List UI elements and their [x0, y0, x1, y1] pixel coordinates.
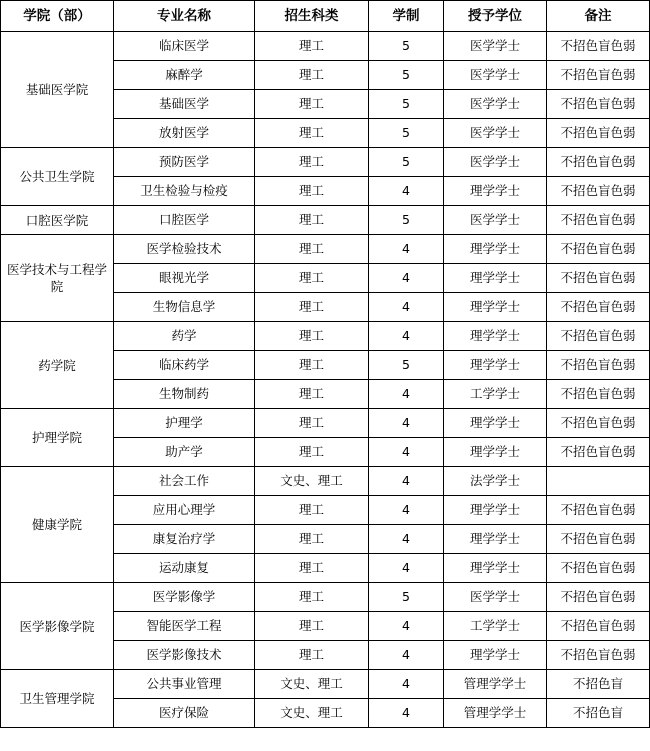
header-row	[1, 1, 650, 32]
degree: 理学学士	[444, 409, 547, 438]
subject-category: 理工	[255, 438, 369, 467]
subject-category: 理工	[255, 177, 369, 206]
table-row	[1, 235, 650, 264]
remarks: 不招色盲色弱	[547, 641, 650, 670]
table-row	[1, 583, 650, 612]
remarks: 不招色盲色弱	[547, 612, 650, 641]
college-name: 基础医学院	[1, 32, 114, 148]
duration: 4	[369, 235, 444, 264]
major-name: 公共事业管理	[114, 670, 255, 699]
college-name: 医学技术与工程学院	[1, 235, 114, 322]
major-name: 护理学	[114, 409, 255, 438]
college-name: 护理学院	[1, 409, 114, 467]
subject-category: 理工	[255, 612, 369, 641]
remarks: 不招色盲色弱	[547, 293, 650, 322]
duration: 4	[369, 467, 444, 496]
degree: 理学学士	[444, 641, 547, 670]
degree: 医学学士	[444, 206, 547, 235]
subject-category: 理工	[255, 322, 369, 351]
remarks: 不招色盲色弱	[547, 496, 650, 525]
table-row	[1, 467, 650, 496]
remarks: 不招色盲	[547, 699, 650, 728]
table-row	[1, 148, 650, 177]
major-name: 预防医学	[114, 148, 255, 177]
major-name: 生物信息学	[114, 293, 255, 322]
degree: 工学学士	[444, 612, 547, 641]
college-name: 医学影像学院	[1, 583, 114, 670]
duration: 4	[369, 699, 444, 728]
header-remarks: 备注	[547, 1, 650, 32]
degree: 理学学士	[444, 235, 547, 264]
remarks: 不招色盲色弱	[547, 206, 650, 235]
college-name: 健康学院	[1, 467, 114, 583]
degree: 医学学士	[444, 583, 547, 612]
table-row	[1, 206, 650, 235]
subject-category: 理工	[255, 583, 369, 612]
header-degree: 授予学位	[444, 1, 547, 32]
duration: 4	[369, 438, 444, 467]
subject-category: 理工	[255, 293, 369, 322]
duration: 4	[369, 264, 444, 293]
duration: 5	[369, 61, 444, 90]
degree: 理学学士	[444, 554, 547, 583]
degree: 法学学士	[444, 467, 547, 496]
duration: 4	[369, 670, 444, 699]
header-duration: 学制	[369, 1, 444, 32]
subject-category: 理工	[255, 235, 369, 264]
duration: 4	[369, 380, 444, 409]
duration: 5	[369, 351, 444, 380]
subject-category: 理工	[255, 380, 369, 409]
major-name: 放射医学	[114, 119, 255, 148]
duration: 4	[369, 554, 444, 583]
duration: 5	[369, 206, 444, 235]
duration: 4	[369, 612, 444, 641]
subject-category: 理工	[255, 409, 369, 438]
subject-category: 理工	[255, 351, 369, 380]
table-row	[1, 322, 650, 351]
remarks: 不招色盲色弱	[547, 264, 650, 293]
duration: 4	[369, 177, 444, 206]
duration: 4	[369, 322, 444, 351]
remarks: 不招色盲色弱	[547, 351, 650, 380]
header-subject-category: 招生科类	[255, 1, 369, 32]
degree: 医学学士	[444, 61, 547, 90]
major-name: 应用心理学	[114, 496, 255, 525]
degree: 理学学士	[444, 438, 547, 467]
degree: 理学学士	[444, 525, 547, 554]
major-name: 眼视光学	[114, 264, 255, 293]
duration: 4	[369, 525, 444, 554]
degree: 理学学士	[444, 264, 547, 293]
subject-category: 理工	[255, 554, 369, 583]
major-name: 智能医学工程	[114, 612, 255, 641]
table-body	[1, 32, 650, 728]
degree: 理学学士	[444, 293, 547, 322]
degree: 理学学士	[444, 496, 547, 525]
college-name: 药学院	[1, 322, 114, 409]
subject-category: 理工	[255, 496, 369, 525]
major-name: 药学	[114, 322, 255, 351]
table-row	[1, 32, 650, 61]
remarks: 不招色盲色弱	[547, 32, 650, 61]
subject-category: 文史、理工	[255, 699, 369, 728]
college-name: 口腔医学院	[1, 206, 114, 235]
subject-category: 理工	[255, 525, 369, 554]
major-name: 麻醉学	[114, 61, 255, 90]
major-name: 卫生检验与检疫	[114, 177, 255, 206]
major-name: 医疗保险	[114, 699, 255, 728]
duration: 5	[369, 119, 444, 148]
header-college: 学院（部）	[1, 1, 114, 32]
major-name: 医学影像技术	[114, 641, 255, 670]
table-row	[1, 670, 650, 699]
remarks: 不招色盲色弱	[547, 177, 650, 206]
degree: 理学学士	[444, 351, 547, 380]
subject-category: 理工	[255, 148, 369, 177]
duration: 4	[369, 496, 444, 525]
subject-category: 理工	[255, 61, 369, 90]
remarks: 不招色盲色弱	[547, 525, 650, 554]
subject-category: 理工	[255, 119, 369, 148]
major-name: 医学影像学	[114, 583, 255, 612]
remarks: 不招色盲色弱	[547, 583, 650, 612]
remarks: 不招色盲	[547, 670, 650, 699]
remarks: 不招色盲色弱	[547, 90, 650, 119]
remarks: 不招色盲色弱	[547, 119, 650, 148]
remarks: 不招色盲色弱	[547, 554, 650, 583]
degree: 理学学士	[444, 177, 547, 206]
duration: 5	[369, 32, 444, 61]
remarks: 不招色盲色弱	[547, 438, 650, 467]
table-row	[1, 409, 650, 438]
major-name: 康复治疗学	[114, 525, 255, 554]
major-name: 医学检验技术	[114, 235, 255, 264]
duration: 4	[369, 409, 444, 438]
remarks: 不招色盲色弱	[547, 322, 650, 351]
major-name: 社会工作	[114, 467, 255, 496]
major-name: 运动康复	[114, 554, 255, 583]
remarks: 不招色盲色弱	[547, 235, 650, 264]
subject-category: 理工	[255, 641, 369, 670]
duration: 4	[369, 293, 444, 322]
subject-category: 理工	[255, 264, 369, 293]
major-name: 助产学	[114, 438, 255, 467]
subject-category: 理工	[255, 206, 369, 235]
subject-category: 文史、理工	[255, 670, 369, 699]
duration: 4	[369, 641, 444, 670]
subject-category: 文史、理工	[255, 467, 369, 496]
college-name: 公共卫生学院	[1, 148, 114, 206]
subject-category: 理工	[255, 32, 369, 61]
major-name: 口腔医学	[114, 206, 255, 235]
remarks: 不招色盲色弱	[547, 148, 650, 177]
duration: 5	[369, 583, 444, 612]
remarks: 不招色盲色弱	[547, 409, 650, 438]
degree: 工学学士	[444, 380, 547, 409]
subject-category: 理工	[255, 90, 369, 119]
major-name: 临床药学	[114, 351, 255, 380]
degree: 医学学士	[444, 148, 547, 177]
degree: 理学学士	[444, 322, 547, 351]
degree: 医学学士	[444, 90, 547, 119]
duration: 5	[369, 90, 444, 119]
major-name: 基础医学	[114, 90, 255, 119]
header-major: 专业名称	[114, 1, 255, 32]
major-name: 生物制药	[114, 380, 255, 409]
remarks: 不招色盲色弱	[547, 61, 650, 90]
degree: 医学学士	[444, 32, 547, 61]
degree: 管理学学士	[444, 670, 547, 699]
remarks: 不招色盲色弱	[547, 380, 650, 409]
college-name: 卫生管理学院	[1, 670, 114, 728]
duration: 5	[369, 148, 444, 177]
degree: 医学学士	[444, 119, 547, 148]
major-name: 临床医学	[114, 32, 255, 61]
remarks	[547, 467, 650, 496]
degree: 管理学学士	[444, 699, 547, 728]
